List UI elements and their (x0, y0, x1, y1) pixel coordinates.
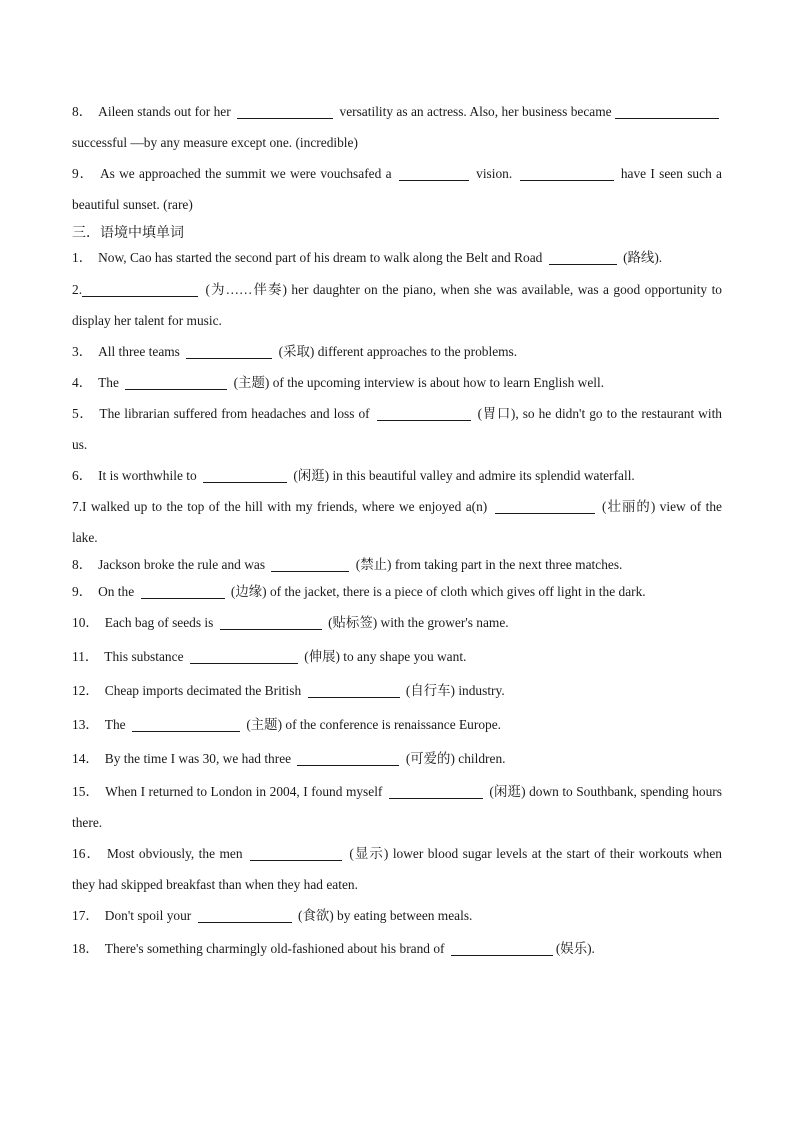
question-text: Most obviously, the men (106, 846, 243, 861)
question-4 (72, 367, 722, 398)
chinese-hint: (闲逛) (489, 784, 526, 799)
chinese-hint: (可爱的) (405, 751, 455, 766)
question-8 (72, 553, 722, 577)
question-number: 6． (72, 468, 93, 483)
question-number: 12． (72, 683, 99, 698)
question-number: 3． (72, 344, 93, 359)
question-text: different approaches to the problems. (317, 344, 518, 359)
chinese-hint: (禁止) (355, 557, 392, 572)
question-number: 8． (72, 104, 93, 119)
question-text: down to Southbank, spending hours there. (72, 784, 722, 830)
question-top-9 (72, 158, 722, 220)
answer-blank[interactable] (250, 845, 342, 861)
question-number: 8． (72, 557, 93, 572)
question-15 (72, 776, 722, 838)
answer-blank[interactable] (389, 783, 483, 799)
question-12 (72, 674, 722, 708)
question-11 (72, 640, 722, 674)
answer-blank[interactable] (203, 467, 287, 483)
question-text: , so he didn't go to the restaurant with us. (72, 406, 722, 452)
chinese-hint: (壮丽的) (602, 499, 656, 514)
question-text: The librarian suffered from headaches and loss of (99, 406, 370, 421)
chinese-hint: (伸展) (304, 649, 340, 664)
question-number: 17． (72, 908, 99, 923)
question-text: in this beautiful valley and admire its splendid waterfall. (332, 468, 635, 483)
answer-blank[interactable] (186, 343, 272, 359)
answer-blank[interactable] (615, 103, 719, 119)
answer-blank[interactable] (237, 103, 333, 119)
question-text: It is worthwhile to (98, 468, 197, 483)
question-text: Jackson broke the rule and was (98, 557, 266, 572)
question-text: Now, Cao has started the second part of his dream to walk along the Belt and Road (98, 250, 543, 265)
chinese-hint: (路线) (623, 250, 659, 265)
question-number: 5． (72, 406, 94, 421)
chinese-hint: (胃口) (477, 406, 516, 421)
question-text: . (591, 941, 595, 956)
question-text: There's something charmingly old-fashioned about his brand of (104, 941, 445, 956)
question-text: . (658, 250, 663, 265)
question-text: successful —by any measure except one. (incredible) (72, 135, 358, 150)
question-text: by eating between meals. (337, 908, 473, 923)
question-5 (72, 398, 722, 460)
question-text: Cheap imports decimated the British (104, 683, 302, 698)
question-top-8 (72, 96, 722, 158)
answer-blank[interactable] (297, 750, 399, 766)
chinese-hint: (为……伴奏) (205, 282, 287, 297)
question-text: of the upcoming interview is about how to learn English well. (272, 375, 605, 390)
chinese-hint: (自行车) (405, 683, 455, 698)
answer-blank[interactable] (520, 165, 614, 181)
question-text: I walked up to the top of the hill with my friends, where we enjoyed a(n) (82, 499, 488, 514)
question-number: 16． (72, 846, 101, 861)
question-number: 15． (72, 784, 100, 799)
question-number: 1． (72, 250, 93, 265)
answer-blank[interactable] (198, 907, 292, 923)
answer-blank[interactable] (451, 940, 553, 956)
question-number: 9． (72, 584, 93, 599)
question-number: 14． (72, 751, 99, 766)
answer-blank[interactable] (82, 281, 198, 297)
chinese-hint: (闲逛) (293, 468, 330, 483)
question-3 (72, 336, 722, 367)
chinese-hint: (显示) (349, 846, 389, 861)
question-number: 9． (72, 166, 94, 181)
answer-blank[interactable] (132, 716, 240, 732)
question-text: lower blood sugar levels at the start of their workouts when they had skipped breakfast than when they had eaten. (72, 846, 722, 892)
question-9 (72, 577, 722, 606)
question-number: 13． (72, 717, 99, 732)
question-16 (72, 838, 722, 900)
question-13 (72, 708, 722, 742)
chinese-hint: (边缘) (230, 584, 267, 599)
answer-blank[interactable] (377, 405, 471, 421)
chinese-hint: (贴标签) (328, 615, 378, 630)
chinese-hint: (主题) (246, 717, 283, 732)
answer-blank[interactable] (190, 648, 298, 664)
question-text: The (104, 717, 126, 732)
question-text: versatility as an actress. Also, her business became (339, 104, 612, 119)
question-2 (72, 274, 722, 336)
question-text: vision. (476, 166, 513, 181)
question-7 (72, 491, 722, 553)
question-text: When I returned to London in 2004, I found myself (105, 784, 383, 799)
question-text: view of the lake. (72, 499, 722, 545)
question-text: her daughter on the piano, when she was available, was a good opportunity to display her talent for music. (72, 282, 722, 328)
answer-blank[interactable] (141, 583, 225, 599)
question-10 (72, 606, 722, 640)
question-text: As we approached the summit we were vouchsafed a (99, 166, 392, 181)
answer-blank[interactable] (549, 249, 617, 265)
answer-blank[interactable] (308, 682, 400, 698)
question-17 (72, 900, 722, 932)
question-text: have I seen such a beautiful sunset. (rare) (72, 166, 722, 212)
question-text: Don't spoil your (104, 908, 192, 923)
question-text: This substance (104, 649, 184, 664)
question-14 (72, 742, 722, 776)
question-number: 2. (72, 282, 83, 297)
chinese-hint: (主题) (233, 375, 270, 390)
worksheet-page (72, 96, 722, 966)
question-text: On the (98, 584, 135, 599)
question-text: The (98, 375, 119, 390)
chinese-hint: (采取) (278, 344, 315, 359)
question-text: Aileen stands out for her (98, 104, 231, 119)
question-number: 18． (72, 941, 99, 956)
answer-blank[interactable] (271, 556, 349, 572)
question-text: of the jacket, there is a piece of cloth which gives off light in the dark. (269, 584, 646, 599)
answer-blank[interactable] (220, 614, 322, 630)
question-text: with the grower's name. (380, 615, 509, 630)
question-number: 4． (72, 375, 93, 390)
question-number: 11． (72, 649, 99, 664)
question-text: industry. (458, 683, 505, 698)
chinese-hint: (娱乐) (555, 941, 592, 956)
question-text: By the time I was 30, we had three (104, 751, 292, 766)
question-number: 10． (72, 615, 99, 630)
section-title: 三．语境中填单词 (72, 225, 184, 241)
chinese-hint: (食欲) (297, 908, 334, 923)
answer-blank[interactable] (495, 498, 595, 514)
question-text: Each bag of seeds is (104, 615, 214, 630)
question-text: All three teams (98, 344, 180, 359)
question-text: children. (458, 751, 506, 766)
question-text: from taking part in the next three matches. (394, 557, 623, 572)
question-text: of the conference is renaissance Europe. (285, 717, 502, 732)
answer-blank[interactable] (125, 374, 227, 390)
question-number: 7. (72, 499, 83, 514)
answer-blank[interactable] (399, 165, 469, 181)
question-18 (72, 932, 722, 966)
question-6 (72, 460, 722, 491)
question-1 (72, 246, 722, 270)
question-text: to any shape you want. (343, 649, 467, 664)
